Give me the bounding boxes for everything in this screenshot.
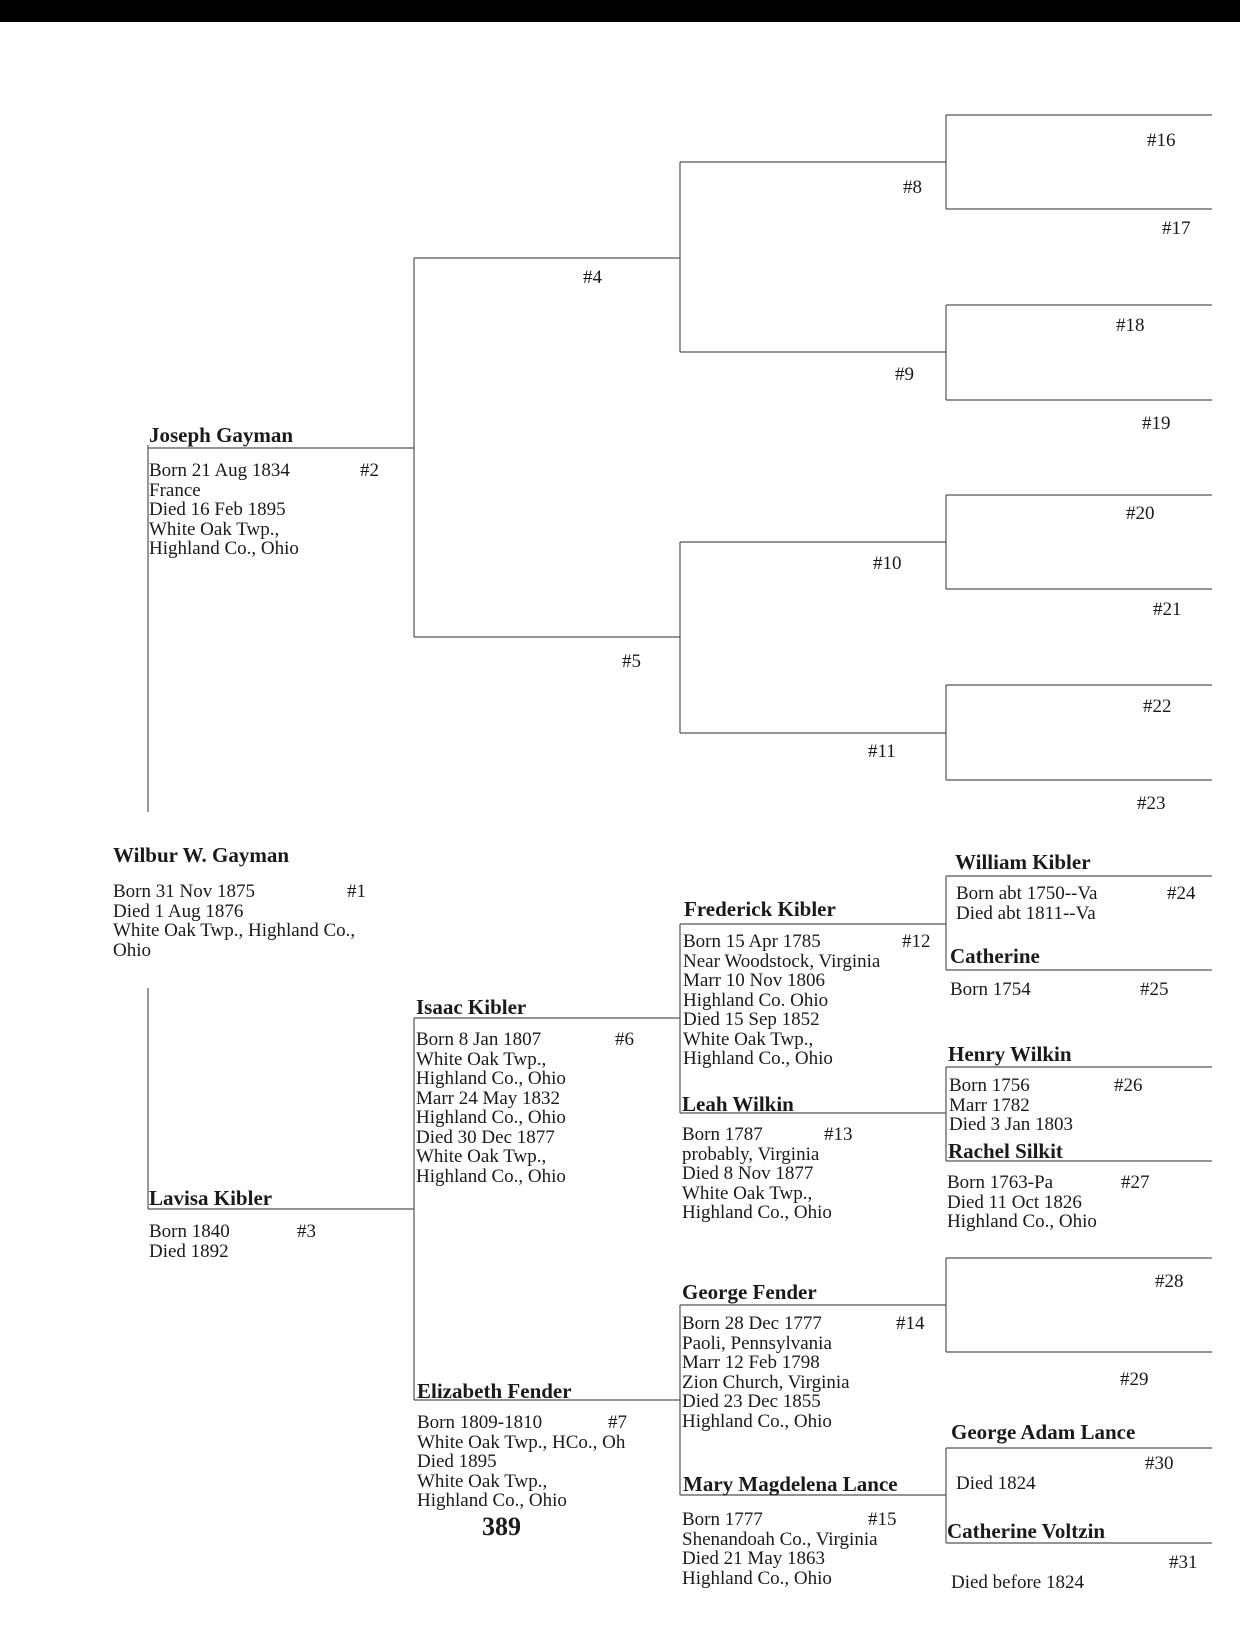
person-3-name: Lavisa Kibler [149,1186,273,1210]
person-30-name: George Adam Lance [951,1420,1136,1444]
person-1-number: #1 [347,881,366,902]
person-5-number: #5 [622,651,641,672]
person-6-number: #6 [615,1029,634,1050]
person-28-number: #28 [1155,1271,1184,1292]
person-12-details: Born 15 Apr 1785 Near Woodstock, Virginia Marr 10 Nov 1806 Highland Co. Ohio Died 15 Sep 1852 White Oak Twp., Highland Co., Ohio [683,931,881,1069]
person-15-details: Born 1777 Shenandoah Co., Virginia Died 21 May 1863 Highland Co., Ohio [682,1509,878,1589]
person-9-number: #9 [895,364,914,385]
person-3-number: #3 [297,1221,316,1242]
person-24-details: Born abt 1750--Va Died abt 1811--Va [956,883,1098,924]
person-22-number: #22 [1143,696,1172,717]
person-2-name: Joseph Gayman [149,423,294,447]
person-7-name: Elizabeth Fender [417,1379,572,1403]
person-6-name: Isaac Kibler [416,995,527,1019]
person-27-details: Born 1763-Pa Died 11 Oct 1826 Highland Co., Ohio [947,1172,1097,1232]
person-15-number: #15 [868,1509,897,1530]
person-13-name: Leah Wilkin [682,1092,794,1116]
person-3-details: Born 1840 Died 1892 [149,1221,230,1262]
person-18-number: #18 [1116,315,1145,336]
person-30-number: #30 [1145,1453,1174,1474]
person-21-number: #21 [1153,599,1182,620]
person-11-number: #11 [868,741,896,762]
person-24-name: William Kibler [955,850,1091,874]
person-7-number: #7 [608,1412,627,1433]
person-25-number: #25 [1140,979,1169,1000]
person-14-number: #14 [896,1313,925,1334]
person-14-details: Born 28 Dec 1777 Paoli, Pennsylvania Marr 12 Feb 1798 Zion Church, Virginia Died 23 Dec 1855 Highland Co., Ohio [682,1313,850,1432]
person-29-number: #29 [1120,1369,1149,1390]
person-20-number: #20 [1126,503,1155,524]
person-26-number: #26 [1114,1075,1143,1096]
person-8-number: #8 [903,177,922,198]
person-31-name: Catherine Voltzin [947,1519,1106,1543]
person-14-name: George Fender [682,1280,817,1304]
person-19-number: #19 [1142,413,1171,434]
person-4-number: #4 [583,267,602,288]
person-2-number: #2 [360,460,379,481]
person-27-number: #27 [1121,1172,1150,1193]
person-26-details: Born 1756 Marr 1782 Died 3 Jan 1803 [949,1075,1074,1135]
person-1-name: Wilbur W. Gayman [113,843,290,867]
person-7-details: Born 1809-1810 White Oak Twp., HCo., Oh Died 1895 White Oak Twp., Highland Co., Ohio [417,1412,626,1511]
person-15-name: Mary Magdelena Lance [683,1472,898,1496]
person-25-details: Born 1754 [950,979,1031,1000]
person-1-details: Born 31 Nov 1875 Died 1 Aug 1876 White Oak Twp., Highland Co., Ohio [113,881,356,961]
page-number: 389 [482,1512,521,1541]
person-31-number: #31 [1169,1552,1198,1573]
person-25-name: Catherine [950,944,1040,968]
person-23-number: #23 [1137,793,1166,814]
person-30-details: Died 1824 [956,1473,1036,1494]
person-16-number: #16 [1147,130,1176,151]
person-6-details: Born 8 Jan 1807 White Oak Twp., Highland Co., Ohio Marr 24 May 1832 Highland Co., Ohio Died 30 Dec 1877 White Oak Twp., Highland Co., Ohio [416,1029,566,1187]
person-27-name: Rachel Silkit [948,1139,1063,1163]
person-17-number: #17 [1162,218,1191,239]
person-13-number: #13 [824,1124,853,1145]
person-26-name: Henry Wilkin [948,1042,1072,1066]
person-13-details: Born 1787 probably, Virginia Died 8 Nov 1877 White Oak Twp., Highland Co., Ohio [682,1124,832,1223]
person-12-number: #12 [902,931,931,952]
person-24-number: #24 [1167,883,1196,904]
person-10-number: #10 [873,553,902,574]
person-12-name: Frederick Kibler [684,897,836,921]
person-31-details: Died before 1824 [951,1572,1084,1593]
person-2-details: Born 21 Aug 1834 France Died 16 Feb 1895 White Oak Twp., Highland Co., Ohio [149,460,299,559]
